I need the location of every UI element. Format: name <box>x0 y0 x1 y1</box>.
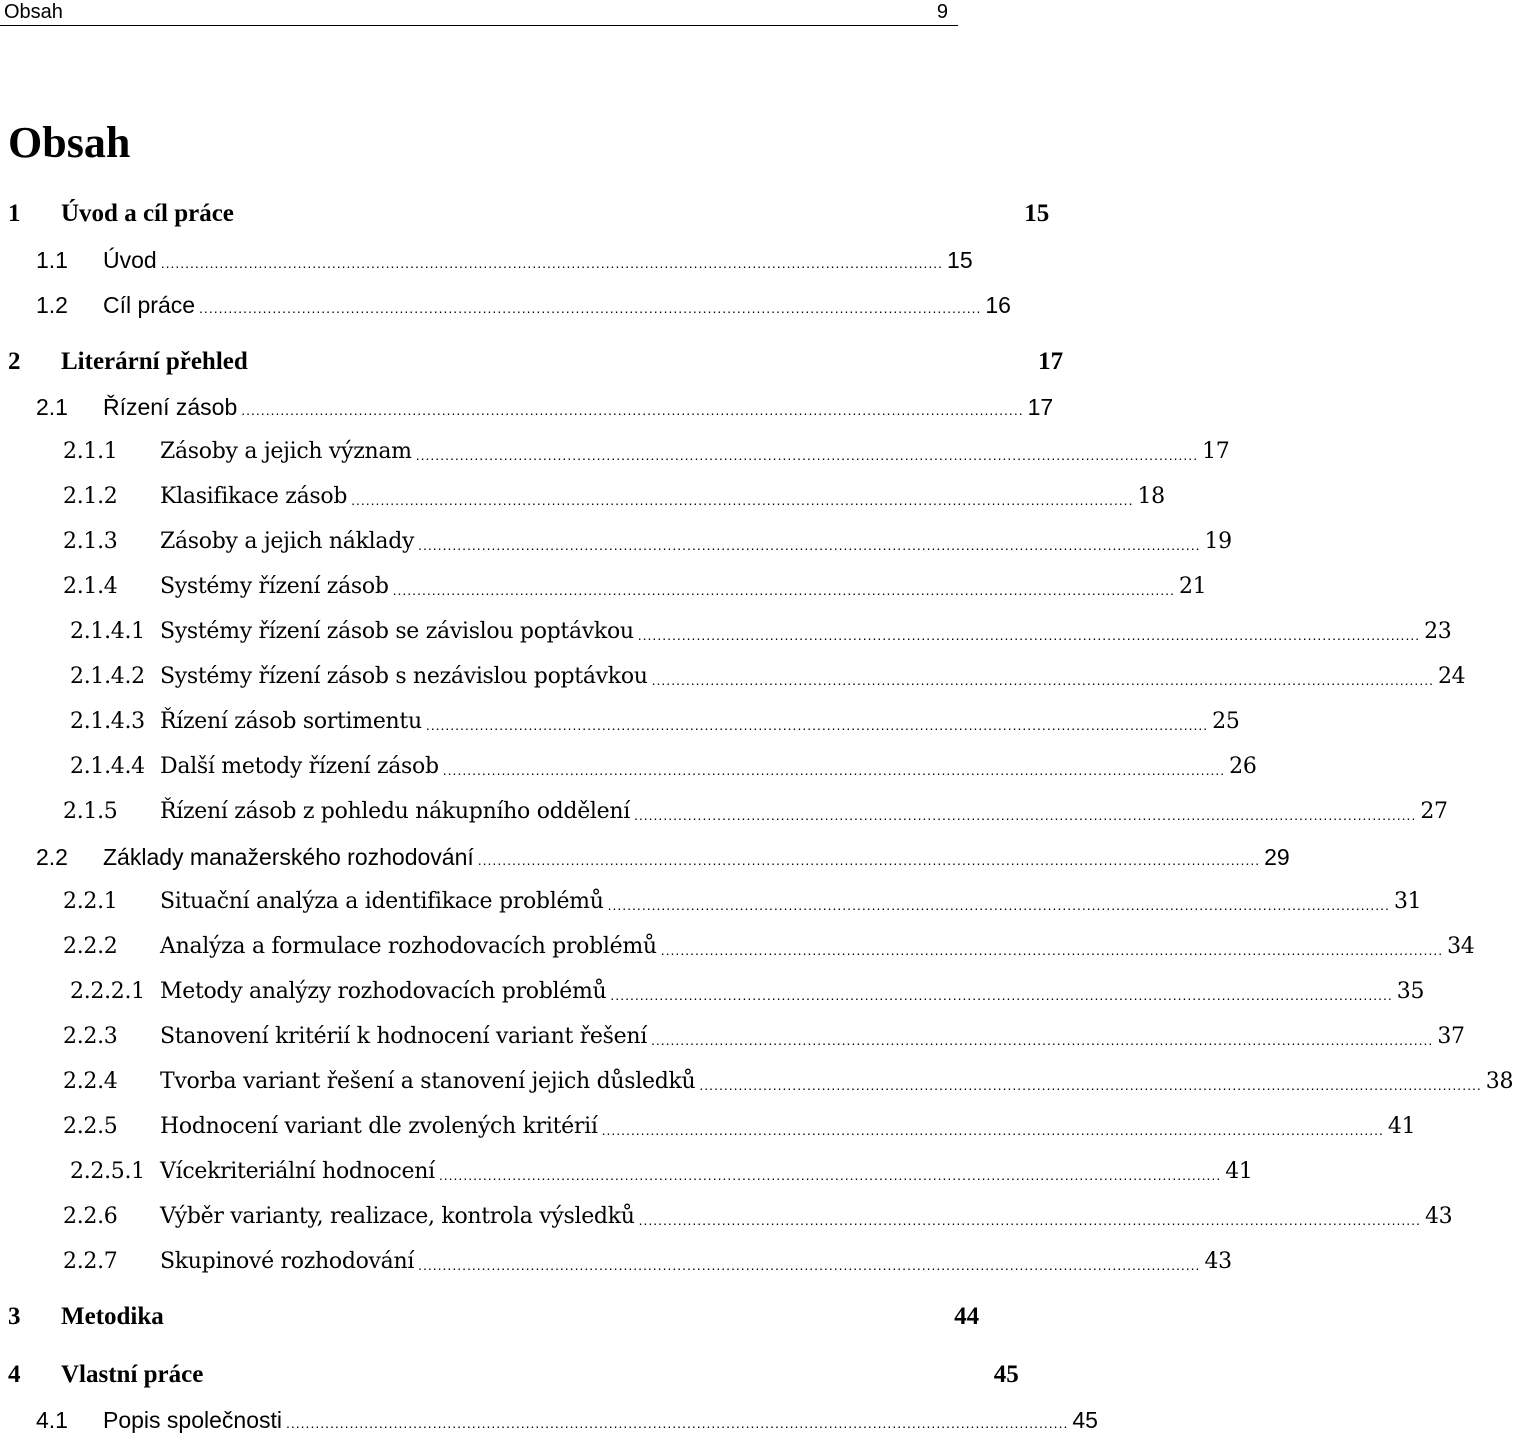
toc-entry-title: Řízení zásob z pohledu nákupního oddělení <box>160 799 630 824</box>
toc-entry-page-number: 34 <box>1447 934 1475 959</box>
toc-entry-title: Systémy řízení zásob s nezávislou poptávkou <box>160 664 648 689</box>
toc-entry[interactable] <box>0 1405 1098 1437</box>
dot-leader: ................................................................................................................................................................ <box>650 1032 1434 1048</box>
toc-entry-number: 2.2.2.1 <box>70 979 145 1004</box>
toc-entry-number: 2.2.2 <box>63 934 118 959</box>
toc-entry-page-number: 19 <box>1204 529 1232 554</box>
toc-entry[interactable] <box>0 752 1257 784</box>
toc-entry-page-number: 31 <box>1393 889 1422 914</box>
toc-entry-page-number: 18 <box>1137 484 1165 509</box>
toc-entry[interactable] <box>0 1067 1513 1099</box>
dot-leader: ................................................................................................................................................................ <box>241 402 1024 418</box>
toc-entry-title: Vlastní práce <box>61 1361 204 1388</box>
toc-entry-title: Metodika <box>61 1303 164 1330</box>
toc-entry-number: 2.1.4 <box>63 574 118 599</box>
toc-entry-number: 2.1 <box>36 394 68 420</box>
toc-entry-title: Metody analýzy rozhodovacích problémů <box>160 979 607 1004</box>
toc-entry-page-number: 45 <box>993 1361 1019 1388</box>
toc-entry-number: 2.2.6 <box>63 1204 118 1229</box>
toc-entry-number: 2.2.7 <box>63 1249 118 1274</box>
toc-entry-number: 1 <box>8 200 21 227</box>
toc-entry[interactable] <box>0 977 1425 1009</box>
toc-entry-number: 4 <box>8 1361 21 1388</box>
toc-entry-title: Výběr varianty, realizace, kontrola výsledků <box>160 1204 635 1229</box>
dot-leader: ................................................................................................................................................................ <box>351 492 1134 508</box>
dot-leader: ................................................................................................................................................................ <box>637 627 1421 643</box>
toc-entry-title: Situační analýza a identifikace problémů <box>160 889 604 914</box>
toc-entry[interactable] <box>0 290 1011 322</box>
toc-entry-title: Klasifikace zásob <box>160 484 348 509</box>
dot-leader: ................................................................................................................................................................ <box>651 672 1434 688</box>
toc-entry-title: Hodnocení variant dle zvolených kritérií <box>160 1114 598 1139</box>
toc-entry[interactable] <box>0 662 1466 694</box>
toc-entry-page-number: 15 <box>1024 200 1050 227</box>
toc-entry-number: 2.1.4.2 <box>70 664 145 689</box>
toc-entry-page-number: 17 <box>1202 439 1230 464</box>
toc-entry-title: Literární přehled <box>61 348 248 375</box>
dot-leader: ................................................................................................................................................................ <box>638 1212 1421 1228</box>
dot-leader: ................................................................................................................................................................ <box>610 987 1393 1003</box>
running-header-page-number: 9 <box>936 1 948 23</box>
toc-entry-page-number: 17 <box>1027 394 1054 420</box>
toc-entry[interactable] <box>0 245 973 277</box>
toc-entry[interactable] <box>0 482 1165 514</box>
dot-leader: ................................................................................................................................................................ <box>392 582 1175 598</box>
toc-entry-number: 2.1.2 <box>63 484 118 509</box>
dot-leader: ................................................................................................................................................................ <box>199 300 982 316</box>
toc-entry-number: 2.2 <box>36 844 68 870</box>
toc-entry-title: Další metody řízení zásob <box>160 754 439 779</box>
toc-entry-title: Zásoby a jejich význam <box>160 439 412 464</box>
toc-entry[interactable] <box>0 347 1064 379</box>
toc-entry-number: 2.1.4.3 <box>70 709 145 734</box>
toc-entry-page-number: 43 <box>1424 1204 1453 1229</box>
toc-entry-number: 2.2.3 <box>63 1024 118 1049</box>
toc-entry[interactable] <box>0 707 1240 739</box>
toc-entry-number: 2.1.4.1 <box>70 619 145 644</box>
toc-entry-number: 2.2.4 <box>63 1069 118 1094</box>
dot-leader: ................................................................................................................................................................ <box>418 537 1201 553</box>
dot-leader: ................................................................................................................................................................ <box>160 255 944 271</box>
toc-entry-page-number: 35 <box>1396 979 1425 1004</box>
toc-entry-page-number: 45 <box>1072 1407 1098 1433</box>
toc-entry[interactable] <box>0 1247 1232 1279</box>
toc-entry-number: 1.2 <box>36 292 68 318</box>
toc-entry[interactable] <box>0 527 1232 559</box>
toc-entry-number: 2.1.5 <box>63 799 118 824</box>
dot-leader: ................................................................................................................................................................ <box>425 717 1209 733</box>
toc-entry-title: Vícekriteriální hodnocení <box>160 1159 435 1184</box>
toc-entry-title: Popis společnosti <box>103 1407 282 1433</box>
dot-leader: ................................................................................................................................................................ <box>286 1415 1069 1431</box>
toc-entry[interactable] <box>0 1202 1453 1234</box>
toc-entry-page-number: 23 <box>1424 619 1452 644</box>
running-header-title: Obsah <box>4 1 63 23</box>
toc-entry-title: Skupinové rozhodování <box>160 1249 415 1274</box>
toc-entry-page-number: 38 <box>1485 1069 1513 1094</box>
toc-entry-title: Řízení zásob sortimentu <box>160 709 422 734</box>
toc-entry-page-number: 44 <box>954 1303 980 1330</box>
toc-entry-number: 2.1.3 <box>63 529 118 554</box>
toc-entry[interactable] <box>0 1360 1019 1392</box>
toc-entry-page-number: 41 <box>1387 1114 1416 1139</box>
toc-title: Obsah <box>8 118 131 167</box>
toc-entry-page-number: 17 <box>1038 348 1064 375</box>
toc-entry[interactable] <box>0 1302 980 1334</box>
dot-leader: ................................................................................................................................................................ <box>660 942 1444 958</box>
toc-entry-title: Základy manažerského rozhodování <box>103 844 474 870</box>
toc-entry-title: Řízení zásob <box>103 394 238 420</box>
toc-entry-title: Systémy řízení zásob <box>160 574 389 599</box>
toc-entry-number: 2.1.1 <box>63 439 118 464</box>
toc-entry[interactable] <box>0 1112 1416 1144</box>
toc-entry-page-number: 16 <box>985 292 1011 318</box>
toc-entry-number: 2.2.5.1 <box>70 1159 145 1184</box>
toc-entry[interactable] <box>0 842 1290 874</box>
toc-entry-title: Stanovení kritérií k hodnocení variant řešení <box>160 1024 647 1049</box>
dot-leader: ................................................................................................................................................................ <box>699 1077 1482 1093</box>
toc-entry[interactable] <box>0 1022 1465 1054</box>
toc-entry-title: Zásoby a jejich náklady <box>160 529 415 554</box>
toc-entry-title: Tvorba variant řešení a stanovení jejich důsledků <box>160 1069 696 1094</box>
toc-entry-title: Úvod <box>103 247 157 273</box>
toc-entry-page-number: 26 <box>1229 754 1257 779</box>
toc-entry[interactable] <box>0 617 1452 649</box>
dot-leader: ................................................................................................................................................................ <box>633 807 1417 823</box>
toc-entry-page-number: 41 <box>1225 1159 1253 1184</box>
toc-entry-page-number: 29 <box>1264 844 1290 870</box>
toc-entry[interactable] <box>0 437 1230 469</box>
toc-entry-number: 2 <box>8 348 21 375</box>
toc-entry-page-number: 43 <box>1204 1249 1232 1274</box>
toc-entry-page-number: 15 <box>947 247 973 273</box>
dot-leader: ................................................................................................................................................................ <box>607 897 1390 913</box>
toc-entry[interactable] <box>0 392 1054 424</box>
toc-entry-number: 2.1.4.4 <box>70 754 145 779</box>
toc-entry-page-number: 27 <box>1420 799 1448 824</box>
toc-entry-page-number: 25 <box>1212 709 1240 734</box>
toc-entry-page-number: 37 <box>1437 1024 1465 1049</box>
toc-entry[interactable] <box>0 797 1448 829</box>
toc-entry-number: 1.1 <box>36 247 68 273</box>
toc-entry[interactable] <box>0 572 1207 604</box>
toc-entry-title: Analýza a formulace rozhodovacích problémů <box>160 934 657 959</box>
toc-entry-title: Úvod a cíl práce <box>61 200 234 227</box>
toc-entry-page-number: 24 <box>1437 664 1466 689</box>
toc-entry-title: Cíl práce <box>103 292 196 318</box>
toc-entry-number: 2.2.5 <box>63 1114 118 1139</box>
toc-entry[interactable] <box>0 887 1422 919</box>
toc-entry-title: Systémy řízení zásob se závislou poptávkou <box>160 619 634 644</box>
running-header <box>0 0 958 26</box>
dot-leader: ................................................................................................................................................................ <box>601 1122 1384 1138</box>
dot-leader: ................................................................................................................................................................ <box>415 447 1199 463</box>
dot-leader: ................................................................................................................................................................ <box>442 762 1226 778</box>
dot-leader: ................................................................................................................................................................ <box>477 852 1261 868</box>
toc-entry-page-number: 21 <box>1178 574 1207 599</box>
toc-entry[interactable] <box>0 932 1475 964</box>
toc-entry[interactable] <box>0 199 1050 231</box>
toc-entry-number: 2.2.1 <box>63 889 118 914</box>
dot-leader: ................................................................................................................................................................ <box>438 1167 1222 1183</box>
dot-leader: ................................................................................................................................................................ <box>418 1257 1201 1273</box>
toc-entry[interactable] <box>0 1157 1253 1189</box>
toc-entry-number: 4.1 <box>36 1407 68 1433</box>
toc-entry-number: 3 <box>8 1303 21 1330</box>
